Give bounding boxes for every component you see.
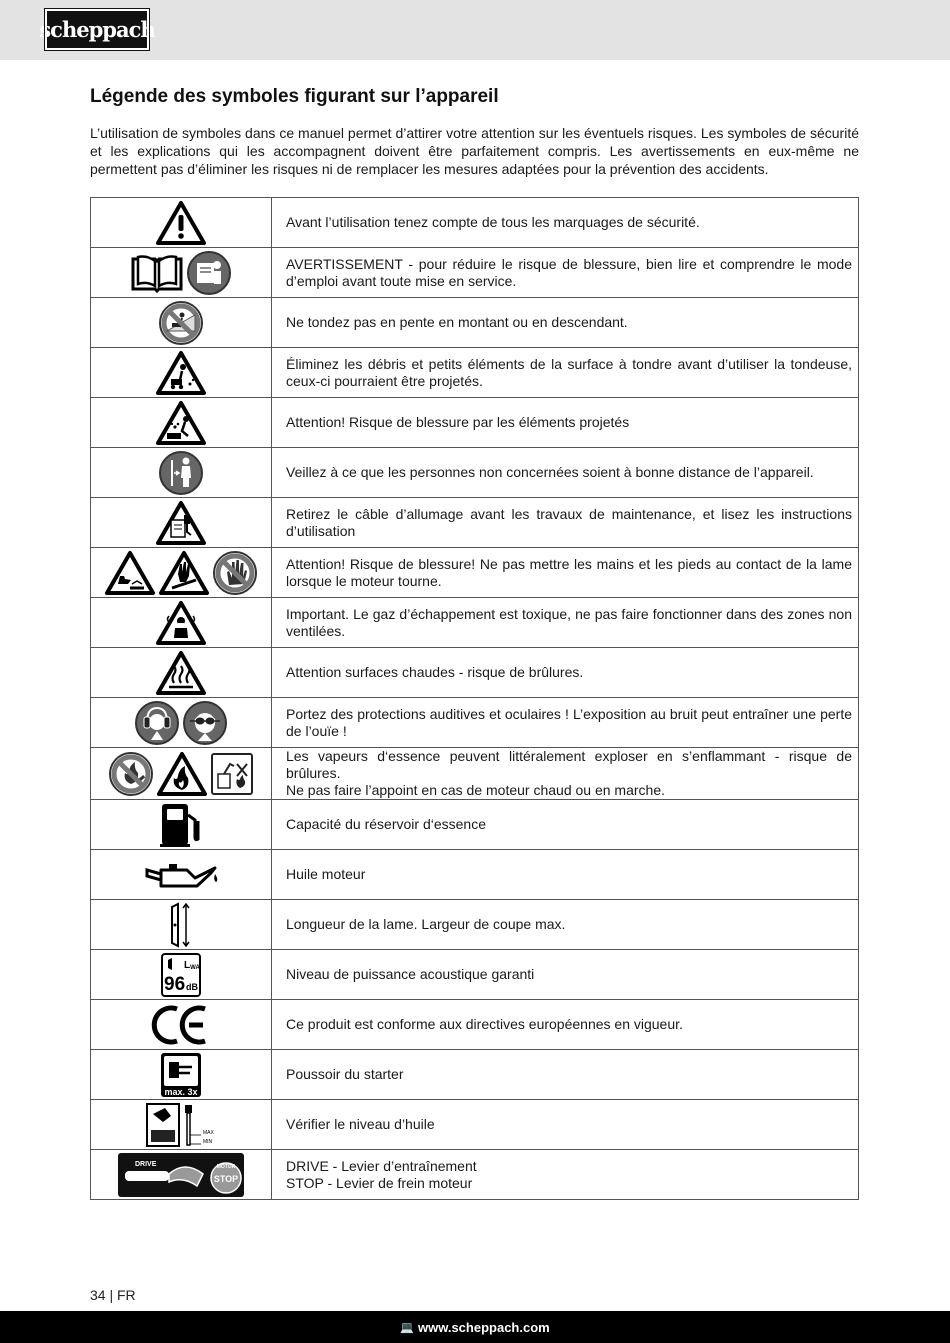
description-cell — [272, 850, 859, 900]
header-bar — [0, 0, 950, 60]
footer-bar — [0, 1311, 950, 1343]
legend-row — [91, 950, 859, 1000]
description-cell — [272, 1050, 859, 1100]
page-number: 34 | FR — [90, 1287, 136, 1303]
description-text: Ce produit est conforme aux directives européennes en vigueur. — [286, 1016, 683, 1032]
legend-row — [91, 748, 859, 800]
legend-row — [91, 1050, 859, 1100]
legend-row — [91, 1100, 859, 1150]
oil-can-icon — [142, 866, 220, 883]
blade-length-icon — [163, 916, 199, 933]
description-text: Avant l’utilisation tenez compte de tous les marquages de sécurité. — [286, 214, 700, 230]
description-cell — [272, 698, 859, 748]
legend-row — [91, 448, 859, 498]
hot-surface-warning-icon — [154, 664, 208, 681]
description-text: Ne pas faire l’appoint en cas de moteur chaud ou en marche. — [286, 782, 666, 798]
oil-level-check-icon — [144, 1116, 218, 1145]
ear-protection-icon — [133, 714, 181, 731]
drive-stop-lever-icon — [116, 1160, 246, 1184]
description-cell — [272, 348, 859, 398]
svg-text:STOP: STOP — [213, 1173, 239, 1184]
description-text: STOP - Levier de frein moteur — [286, 1174, 473, 1191]
description-text: Vérifier le niveau d’huile — [286, 1116, 435, 1132]
description-text: Capacité du réservoir d‘essence — [286, 816, 486, 832]
description-cell — [272, 1100, 859, 1150]
symbol-cell — [91, 248, 272, 298]
hand-blade-warning-icon — [157, 564, 211, 581]
description-cell — [272, 498, 859, 548]
read-manual-icon — [185, 264, 233, 281]
description-cell — [272, 800, 859, 850]
spark-plug-warning-icon — [154, 514, 208, 531]
symbol-cell — [91, 1000, 272, 1050]
keep-distance-icon — [157, 464, 205, 481]
ce-mark-icon — [150, 1016, 212, 1033]
symbol-cell — [91, 398, 272, 448]
description-text: Attention! Risque de blessure par les éléments projetés — [286, 414, 630, 430]
legend-row — [91, 248, 859, 298]
primer-button-icon — [159, 1066, 203, 1097]
description-cell — [272, 298, 859, 348]
legend-row — [91, 850, 859, 900]
description-text: Portez des protections auditives et oculaires ! L’exposition au bruit peut entraîner une perte de l’ouïe ! — [286, 705, 852, 739]
legend-row — [91, 298, 859, 348]
description-text: Attention! Risque de blessure! Ne pas mettre les mains et les pieds au contact de la lame lorsque le moteur tourne. — [286, 555, 852, 589]
symbol-cell — [91, 1100, 272, 1150]
description-cell — [272, 1000, 859, 1050]
no-hands-icon — [211, 564, 259, 581]
description-text: Retirez le câble d’allumage avant les travaux de maintenance, et lisez les instructions d’utilisation — [286, 505, 852, 539]
description-text: Les vapeurs d‘essence peuvent littéralement exploser en s’enflammant - risque de brûlures. — [286, 748, 852, 781]
symbol-cell — [91, 448, 272, 498]
eye-protection-icon — [181, 714, 229, 731]
description-cell — [272, 748, 859, 800]
symbol-cell — [91, 348, 272, 398]
symbol-cell — [91, 1150, 272, 1200]
description-text: Longueur de la lame. Largeur de coupe max. — [286, 916, 566, 932]
description-cell — [272, 1150, 859, 1200]
svg-text:96: 96 — [164, 973, 186, 995]
symbol-cell — [91, 698, 272, 748]
description-text: AVERTISSEMENT - pour réduire le risque de blessure, bien lire et comprendre le mode d’emploi avant toute mise en service. — [286, 255, 852, 289]
svg-text:DRIVE: DRIVE — [135, 1160, 157, 1168]
no-refuel-icon — [209, 765, 255, 782]
debris-warning-icon — [154, 364, 208, 381]
svg-text:max. 3x: max. 3x — [164, 1086, 198, 1097]
thrown-objects-warning-icon — [154, 414, 208, 431]
legend-row — [91, 548, 859, 598]
legend-row — [91, 348, 859, 398]
description-text: Niveau de puissance acoustique garanti — [286, 966, 535, 982]
legend-row — [91, 598, 859, 648]
description-cell — [272, 548, 859, 598]
symbol-cell — [91, 800, 272, 850]
fuel-pump-icon — [157, 816, 205, 833]
legend-row — [91, 198, 859, 248]
symbol-legend-table — [90, 197, 859, 1200]
legend-row — [91, 698, 859, 748]
symbol-cell — [91, 598, 272, 648]
warning-exclamation-icon — [154, 214, 208, 231]
description-cell — [272, 598, 859, 648]
toxic-fumes-warning-icon — [154, 614, 208, 631]
legend-row — [91, 800, 859, 850]
description-text: Poussoir du starter — [286, 1066, 404, 1082]
description-cell — [272, 398, 859, 448]
description-text: DRIVE - Levier d’entraînement — [286, 1157, 477, 1174]
no-open-flame-icon — [107, 765, 155, 782]
symbol-cell — [91, 950, 272, 1000]
description-text: Important. Le gaz d’échappement est toxique, ne pas faire fonctionner dans des zones non ventilées. — [286, 605, 852, 639]
legend-row — [91, 1000, 859, 1050]
legend-row — [91, 498, 859, 548]
legend-row — [91, 900, 859, 950]
legend-row — [91, 648, 859, 698]
intro-paragraph: L’utilisation de symboles dans ce manuel permet d’attirer votre attention sur les éventuels risques. Les symboles de sécurité et les explications qui les accompagnent doivent être parfaitement compris. Les avertissements en eux-même ne permettent pas d’éliminer les risques ni de remplacer les mesures adaptées pour la prévention des accidents. — [90, 125, 859, 177]
description-text: Éliminez les débris et petits éléments de la surface à tondre avant d’utiliser la tondeuse, ceux-ci pourraient être projetés. — [286, 355, 852, 389]
no-slope-mowing-icon — [157, 314, 205, 331]
svg-text:MAX: MAX — [203, 1129, 214, 1136]
svg-text:MIN: MIN — [203, 1138, 213, 1145]
symbol-cell — [91, 298, 272, 348]
description-cell — [272, 198, 859, 248]
description-cell — [272, 648, 859, 698]
description-text: Attention surfaces chaudes - risque de brûlures. — [286, 664, 584, 680]
symbol-cell — [91, 850, 272, 900]
page-title: Légende des symboles figurant sur l’appareil — [90, 86, 499, 107]
symbol-cell — [91, 1050, 272, 1100]
description-text: Veillez à ce que les personnes non concernées soient à bonne distance de l’appareil. — [286, 464, 814, 480]
foot-blade-warning-icon — [103, 564, 157, 581]
description-cell — [272, 248, 859, 298]
open-book-icon — [129, 264, 185, 281]
legend-row — [91, 398, 859, 448]
symbol-cell — [91, 748, 272, 800]
scheppach-logo: scheppach — [45, 9, 149, 50]
symbol-cell — [91, 548, 272, 598]
website-link[interactable]: www.scheppach.com — [417, 1319, 550, 1335]
symbol-cell — [91, 198, 272, 248]
fire-warning-icon — [155, 765, 209, 782]
legend-row — [91, 1150, 859, 1200]
description-text: Huile moteur — [286, 866, 366, 882]
computer-icon: 💻 — [400, 1321, 414, 1334]
svg-text:LWA: LWA — [184, 959, 200, 971]
symbol-cell — [91, 498, 272, 548]
symbol-cell — [91, 648, 272, 698]
description-cell — [272, 950, 859, 1000]
description-cell — [272, 448, 859, 498]
description-cell — [272, 900, 859, 950]
svg-text:dB: dB — [186, 981, 198, 992]
description-text: Ne tondez pas en pente en montant ou en descendant. — [286, 314, 628, 330]
svg-text:MOTOR: MOTOR — [216, 1163, 236, 1170]
sound-power-label-icon — [159, 959, 203, 995]
symbol-cell — [91, 900, 272, 950]
